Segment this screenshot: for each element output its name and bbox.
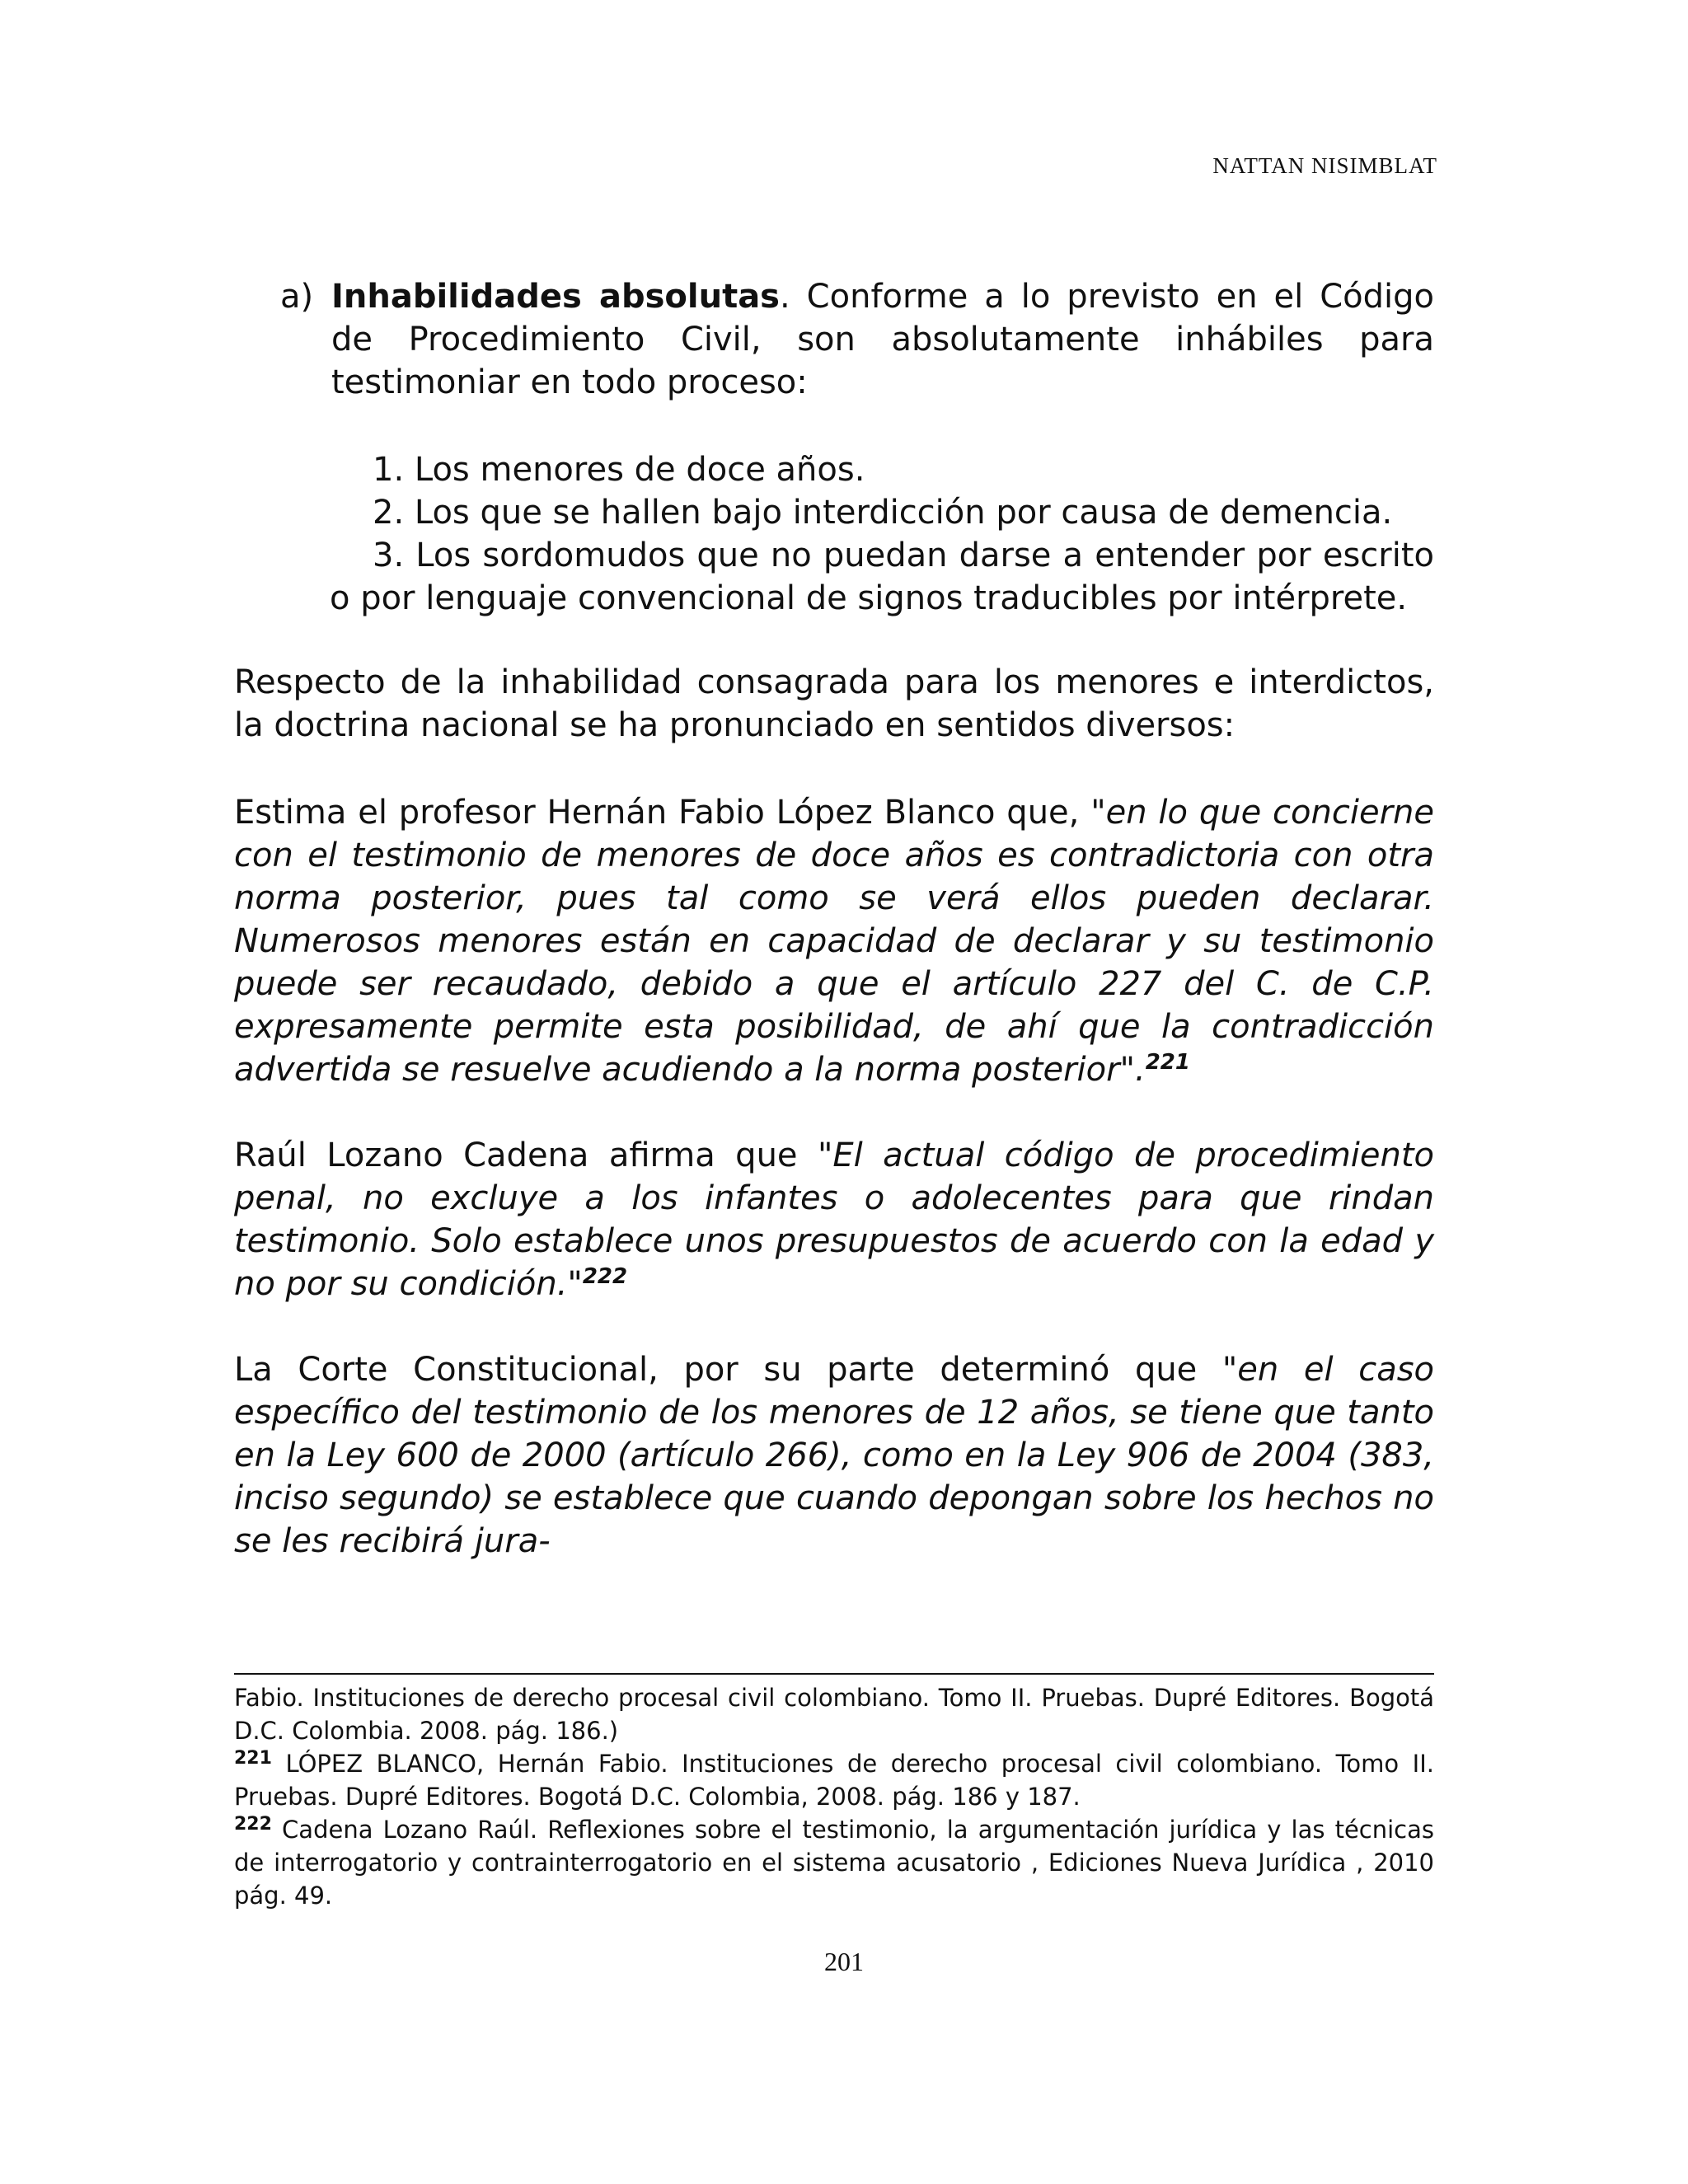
list-item: 2. Los que se hallen bajo interdicción por causa de demencia. — [373, 494, 1393, 532]
footnote-ref-222: 222 — [582, 1264, 628, 1289]
paragraph-4-quote: "en el caso específico del testimonio de los menores de 12 años, se tiene que tanto en la Ley 600 de 2000 (artículo 266), como en la Ley 906 de 2004 (383, inciso segundo) se establece que cuando depongan sobre los hechos no se les recibirá jura- — [234, 1351, 1435, 1560]
paragraph-3-quote: "El actual código de procedimiento penal, no excluye a los infantes o adolecentes para que rindan testimonio. Solo establece unos presupuestos de acuerdo con la edad y no por su condición." — [234, 1137, 1435, 1303]
paragraph-4-intro: La Corte Constitucional, por su parte determinó que — [234, 1351, 1222, 1389]
footnote-222 — [234, 1813, 1434, 1912]
paragraph-2-quote: "en lo que concierne con el testimonio de menores de doce años es contradictoria con otra norma posterior, pues tal como se verá ellos pueden declarar. Numerosos menores están en capacidad de declarar y su testimonio puede ser recaudado, debido a que el artículo 227 del C. de C.P. expresamente permite esta posibilidad, de ahí que la contradicción advertida se resuelve acudiendo a la norma posterior". — [234, 794, 1434, 1089]
inhability-list — [330, 448, 1434, 620]
paragraph-2-intro: Estima el profesor Hernán Fabio López Blanco que, — [234, 794, 1091, 832]
footnote-ref-221: 221 — [1145, 1050, 1190, 1075]
footnote-222-number: 222 — [234, 1814, 272, 1835]
footnote-divider — [234, 1673, 1434, 1675]
footnote-221-text: LÓPEZ BLANCO, Hernán Fabio. Instituciones de derecho procesal civil colombiano. Tomo II. Pruebas. Dupré Editores. Bogotá D.C. Colombia, 2008. pág. 186 y 187. — [234, 1750, 1434, 1811]
item-a-content — [331, 275, 1434, 404]
item-a-text: Conforme a lo previsto en el Código de Procedimiento Civil, son absolutamente inhábiles para testimoniar en todo proceso: — [331, 278, 1434, 401]
page-number: 201 — [824, 1947, 864, 1976]
item-a — [280, 275, 1434, 404]
paragraph-3 — [234, 1134, 1434, 1305]
paragraph-3-intro: Raúl Lozano Cadena afirma que — [234, 1137, 818, 1174]
item-a-title-period: . — [780, 278, 790, 316]
footnote-221 — [234, 1747, 1434, 1813]
running-head: NATTAN NISIMBLAT — [1212, 153, 1437, 178]
footnotes — [234, 1681, 1434, 1912]
item-a-label: a) — [280, 278, 314, 316]
item-a-title: Inhabilidades absolutas — [331, 278, 780, 316]
footnote-222-text: Cadena Lozano Raúl. Reflexiones sobre el testimonio, la argumentación jurídica y las técnicas de interrogatorio y contrainterrogatorio en el sistema acusatorio , Ediciones Nueva Jurídica , 2010 pág. 49. — [234, 1816, 1434, 1910]
list-item: 1. Los menores de doce años. — [373, 451, 865, 489]
list-item: 3. Los sordomudos que no puedan darse a entender por escrito o por lenguaje convencional de signos traducibles por intérprete. — [330, 537, 1434, 617]
paragraph-1: Respecto de la inhabilidad consagrada para los menores e interdictos, la doctrina nacional se ha pronunciado en sentidos diversos: — [234, 663, 1434, 744]
footnote-continued: Fabio. Instituciones de derecho procesal civil colombiano. Tomo II. Pruebas. Dupré Editores. Bogotá D.C. Colombia. 2008. pág. 186.) — [234, 1684, 1434, 1745]
paragraph-4 — [234, 1348, 1434, 1563]
footnote-221-number: 221 — [234, 1748, 272, 1769]
paragraph-2 — [234, 791, 1434, 1091]
